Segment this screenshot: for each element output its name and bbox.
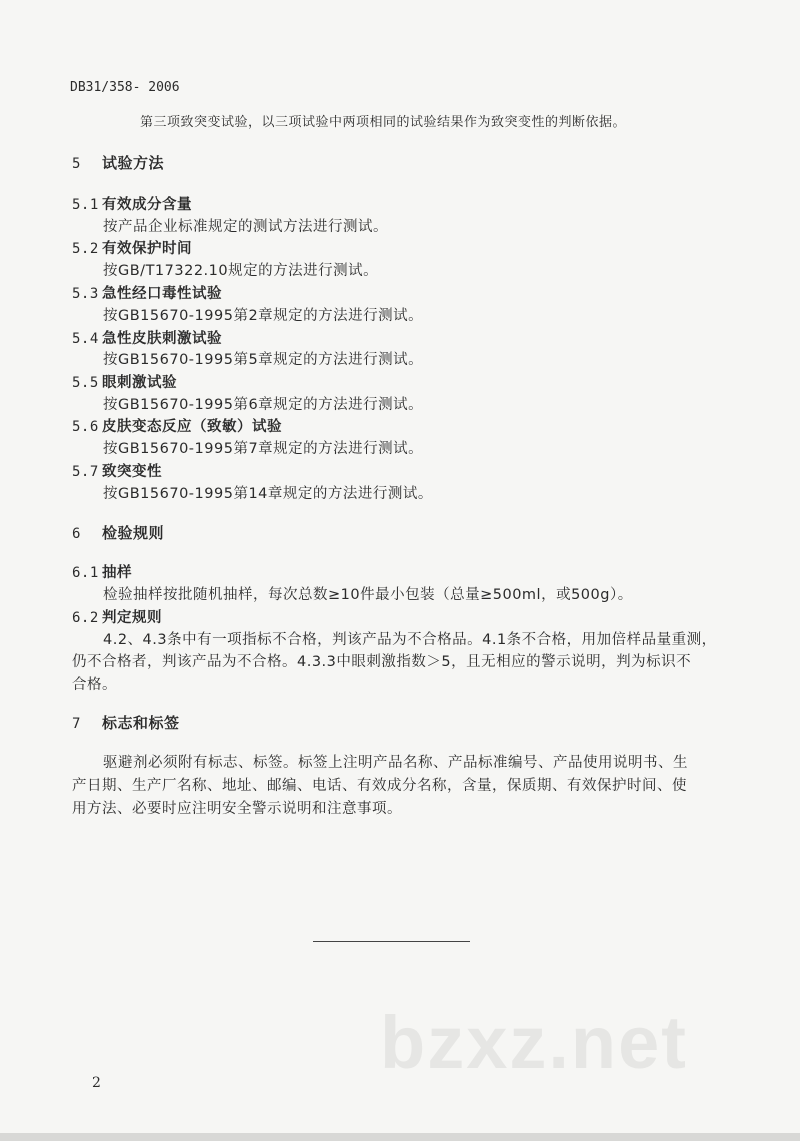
clause-6-1-body: 检验抽样按批随机抽样，每次总数≥10件最小包装（总量≥500ml，或500g）。: [103, 587, 633, 603]
clause-6-2-body-line-3: 合格。: [72, 677, 117, 693]
watermark: bzxz.net: [380, 1001, 688, 1084]
section-title: 试验方法: [102, 154, 165, 172]
intro-line: 第三项致突变试验，以三项试验中两项相同的试验结果作为致突变性的判断依据。: [140, 115, 627, 130]
clause-5-6-heading: [72, 415, 282, 436]
clause-title: 致突变性: [102, 464, 162, 480]
clause-5-2-body: 按GB/T17322.10规定的方法进行测试。: [103, 263, 379, 279]
clause-6-2-body-line-1: 4.2、4.3条中有一项指标不合格，判该产品为不合格品。4.1条不合格，用加倍样品量重测，: [103, 632, 717, 648]
page-number: 2: [92, 1075, 101, 1091]
section-number: 5: [72, 156, 81, 172]
clause-5-5-heading: [72, 371, 177, 392]
clause-number: 5.5: [72, 375, 99, 391]
clause-5-4-body: 按GB15670-1995第5章规定的方法进行测试。: [103, 352, 424, 368]
clause-5-4-heading: [72, 327, 222, 348]
scan-edge: [0, 1133, 800, 1141]
clause-number: 6.1: [72, 565, 99, 581]
clause-5-5-body: 按GB15670-1995第6章规定的方法进行测试。: [103, 397, 424, 413]
clause-title: 有效成分含量: [102, 197, 192, 213]
section-7-body-line-3: 用方法、必要时应注明安全警示说明和注意事项。: [72, 801, 402, 817]
end-rule: [313, 941, 470, 942]
section-number: 7: [72, 716, 81, 732]
clause-5-7-heading: [72, 460, 162, 481]
clause-number: 5.2: [72, 241, 99, 257]
clause-6-2-heading: [72, 606, 162, 627]
section-title: 标志和标签: [102, 714, 180, 732]
clause-title: 急性经口毒性试验: [102, 286, 222, 302]
clause-5-3-body: 按GB15670-1995第2章规定的方法进行测试。: [103, 308, 424, 324]
clause-5-6-body: 按GB15670-1995第7章规定的方法进行测试。: [103, 441, 424, 457]
clause-title: 判定规则: [102, 610, 162, 626]
clause-title: 有效保护时间: [102, 241, 192, 257]
section-7-heading: [72, 712, 180, 733]
clause-5-1-heading: [72, 193, 192, 214]
clause-title: 眼刺激试验: [102, 375, 177, 391]
clause-title: 抽样: [102, 565, 132, 581]
section-title: 检验规则: [102, 524, 165, 542]
section-number: 6: [72, 526, 81, 542]
clause-number: 5.6: [72, 419, 99, 435]
section-7-body-line-1: 驱避剂必须附有标志、标签。标签上注明产品名称、产品标准编号、产品使用说明书、生: [103, 755, 688, 771]
section-7-body-line-2: 产日期、生产厂名称、地址、邮编、电话、有效成分名称，含量，保质期、有效保护时间、使: [72, 778, 687, 794]
clause-6-2-body-line-2: 仍不合格者，判该产品为不合格。4.3.3中眼刺激指数＞5，且无相应的警示说明，判为标识不: [72, 654, 692, 670]
clause-5-3-heading: [72, 282, 222, 303]
clause-5-1-body: 按产品企业标准规定的测试方法进行测试。: [103, 219, 388, 235]
clause-5-7-body: 按GB15670-1995第14章规定的方法进行测试。: [103, 486, 433, 502]
doc-code-header: DB31/358- 2006: [70, 80, 180, 95]
section-5-heading: [72, 152, 164, 173]
clause-title: 急性皮肤刺激试验: [102, 331, 222, 347]
clause-number: 5.3: [72, 286, 99, 302]
clause-title: 皮肤变态反应（致敏）试验: [102, 419, 282, 435]
section-6-heading: [72, 522, 164, 543]
clause-number: 5.4: [72, 331, 99, 347]
clause-number: 5.7: [72, 464, 99, 480]
clause-5-2-heading: [72, 237, 192, 258]
clause-6-1-heading: [72, 561, 132, 582]
clause-number: 5.1: [72, 197, 99, 213]
clause-number: 6.2: [72, 610, 99, 626]
